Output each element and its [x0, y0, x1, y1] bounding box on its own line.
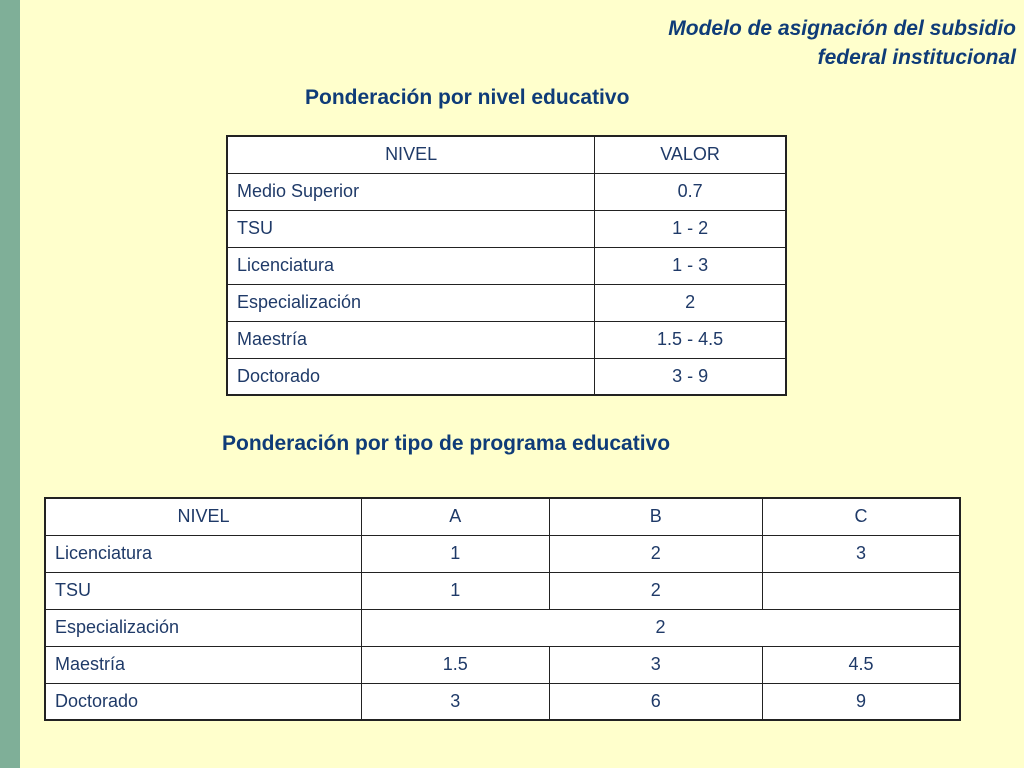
slide-title-line-1: Modelo de asignación del subsidio	[668, 17, 1016, 40]
heading-nivel-educativo: Ponderación por nivel educativo	[305, 86, 630, 109]
cell-c: 9	[762, 683, 960, 720]
heading-tipo-programa: Ponderación por tipo de programa educativo	[222, 432, 671, 455]
table-row	[227, 173, 786, 210]
cell-b: 2	[549, 572, 762, 609]
left-accent-bar	[0, 0, 20, 768]
cell-nivel: Licenciatura	[45, 535, 361, 572]
cell-b: 2	[549, 535, 762, 572]
cell-valor: 3 - 9	[595, 358, 786, 395]
column-header-nivel: NIVEL	[45, 498, 361, 535]
table-row	[227, 210, 786, 247]
column-header-nivel: NIVEL	[227, 136, 595, 173]
table-row	[45, 572, 960, 609]
cell-valor: 2	[595, 284, 786, 321]
column-header-b: B	[549, 498, 762, 535]
slide-title-line-2: federal institucional	[817, 46, 1016, 69]
cell-a: 1	[361, 572, 549, 609]
cell-nivel: TSU	[227, 210, 595, 247]
table-row	[227, 247, 786, 284]
slide-title	[416, 14, 1016, 72]
cell-c: 4.5	[762, 646, 960, 683]
table-header-row	[45, 498, 960, 535]
table-nivel-educativo	[226, 135, 787, 396]
cell-b: 6	[549, 683, 762, 720]
table-row	[45, 609, 960, 646]
cell-nivel: Doctorado	[45, 683, 361, 720]
table-row	[45, 646, 960, 683]
cell-valor: 1.5 - 4.5	[595, 321, 786, 358]
cell-nivel: Licenciatura	[227, 247, 595, 284]
cell-nivel: Medio Superior	[227, 173, 595, 210]
cell-valor: 1 - 3	[595, 247, 786, 284]
cell-nivel: Especialización	[227, 284, 595, 321]
table-row	[227, 321, 786, 358]
column-header-a: A	[361, 498, 549, 535]
cell-valor: 1 - 2	[595, 210, 786, 247]
table-row	[45, 535, 960, 572]
cell-nivel: Especialización	[45, 609, 361, 646]
cell-a: 3	[361, 683, 549, 720]
cell-a: 1	[361, 535, 549, 572]
cell-a: 1.5	[361, 646, 549, 683]
cell-c	[762, 572, 960, 609]
table-row	[227, 284, 786, 321]
cell-nivel: Maestría	[227, 321, 595, 358]
table-row	[45, 683, 960, 720]
cell-nivel: TSU	[45, 572, 361, 609]
table-header-row	[227, 136, 786, 173]
cell-merged-abc: 2	[361, 609, 960, 646]
table-row	[227, 358, 786, 395]
cell-valor: 0.7	[595, 173, 786, 210]
cell-b: 3	[549, 646, 762, 683]
cell-nivel: Doctorado	[227, 358, 595, 395]
cell-c: 3	[762, 535, 960, 572]
cell-nivel: Maestría	[45, 646, 361, 683]
column-header-valor: VALOR	[595, 136, 786, 173]
column-header-c: C	[762, 498, 960, 535]
table-tipo-programa	[44, 497, 961, 721]
